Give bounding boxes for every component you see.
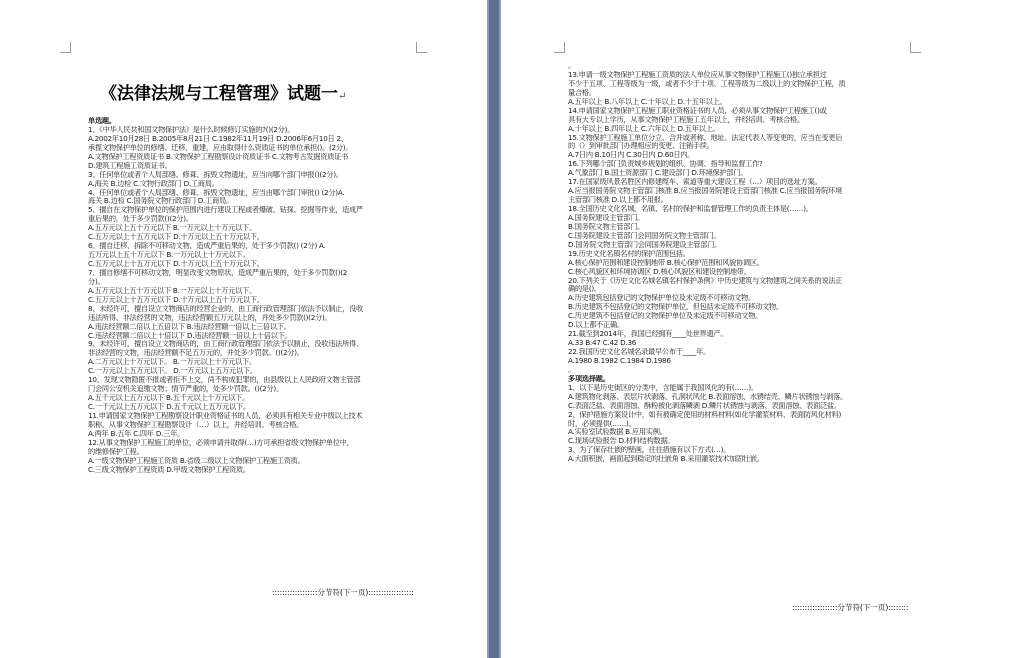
right-page-text-body[interactable]: [568, 62, 888, 464]
text-line: 。: [568, 62, 575, 70]
text-line: 20.下列关于《历史文化名城名镇名村保护条例》中历史建筑与文物建筑之间关系的说法正: [568, 276, 843, 285]
text-line: 非法经营的文物，违法经营额不足五万元的，并处多少罚款。()(2分)。: [88, 349, 304, 358]
margin-corner-top-left: [60, 42, 71, 53]
text-line: A.大面积嵌，画面起到稳定的壮嵌角 B.采用灌浆技术加固壮嵌。: [568, 455, 764, 464]
text-line: 5、擅自在文物保护单位的保护范围内进行建设工程或者爆破、钻探、挖掘等作业，造成严: [88, 206, 363, 215]
text-line: 9、未经许可，擅自设立文物商店的，由工商行政管理部门依法予以制止，没收违法所得、: [88, 340, 363, 349]
text-line: C.五万元以上十五万元以下 D.十万元以上五十万元以下。: [88, 295, 264, 304]
margin-corner-top-right: [910, 42, 921, 53]
text-line: 14.申请国家文物保护工程施工职业资格证书的人员，必须从事文物保护工程施工()或: [568, 106, 827, 115]
text-line: A.实验室试验数据 B.应用实例。: [568, 428, 667, 437]
text-line: 12.从事文物保护工程施工的单位，必须申请并取得(…)方可承担省级文物保护单位中，: [88, 438, 354, 447]
text-line: 单选题。: [88, 117, 116, 125]
text-line: D.以上都不正确。: [568, 321, 624, 330]
text-line: 3、任何单位或者个人局部缮、修葺、拆毁文物遗址，应当向哪个部门申报()(2分)。: [88, 170, 343, 179]
section-break-marker-left: [272, 587, 414, 598]
text-line: B.历史建筑不包括登记的文物保护单位，但包括未定级不可移动文物。: [568, 303, 783, 312]
text-line: 2、保护措施方案设计中，如有被确定使用的材料材料(如化学灌浆材料、表面防风化材料): [568, 410, 842, 419]
text-line: C.一千元以上五万元以下 D.五千元以上五万元以下。: [88, 403, 250, 411]
text-line: 海关 B.边检 C.国务院文物行政部门 D.工商局。: [88, 197, 233, 206]
document-title-text: 《法律法规与工程管理》试题一: [100, 84, 338, 104]
text-line: C.现场试验报告 D.材料结构数据。: [568, 437, 675, 446]
text-line: A.核心保护范围和建设控制地带 B.核心保护范围和风貌协调区。: [568, 258, 764, 267]
text-line: A.建筑物化剥落、表层片状剥落、孔洞状风化 B.表面溶蚀、水锈结壳、鳞片状锈蚀与剥落。: [568, 392, 847, 401]
text-line: A.五万元以上五十万元以下 B.一万元以上十万元以下。: [88, 224, 256, 233]
section-break-dots: ::::::::::::::::::: [792, 603, 838, 612]
text-line: C.一万元以上五万元以下。 D.一万元以上五万元以下。: [88, 367, 257, 376]
text-line: A.气象部门 B.国土资源部门 C.建设部门 D.环境保护部门。: [568, 169, 748, 178]
text-line: A.五年以上 B.八年以上 C.十年以上 D.十五年以上。: [568, 97, 727, 106]
text-line: 主管部门核准 D.以上都不用报。: [568, 196, 668, 205]
text-line: A.五万元以上五十万元以下 B.一万元以上十万元以下。: [88, 286, 256, 295]
text-line: 22.我国历史文化名城名录最早公布于____年。: [568, 348, 710, 356]
text-line: C.三级文物保护工程资质 D.甲级文物保护工程资质。: [88, 465, 250, 474]
paragraph-mark-icon: ↵: [338, 91, 347, 102]
text-line: 1、《中华人民共和国文物保护法》是什么时候修订实施的?()(2分)。: [88, 125, 295, 134]
text-line: C.核心风貌区和环境协调区 D.核心风貌区和建设控制地带。: [568, 267, 751, 276]
text-line: C.表面泛盐、表面溶蚀、酥粉被化剥落鳞剥 D.鳞片状锈蚀与剥落、表面溶蚀、表面泛盐。: [568, 401, 841, 410]
text-line: 的（）到审批部门办理相应的变更、注销手续。: [568, 142, 714, 151]
text-line: 17.在国家级风景名胜区内修建缆车、索道等重大建设工程（…）项目的选址方案。: [568, 178, 822, 187]
text-line: A.二万元以上十万元以下。 B.一万元以上十万元以下。: [88, 358, 256, 367]
text-line: A.国务院建设主管部门。: [568, 213, 644, 222]
text-line: 19.历史文化名镇名村的保护范围包括。: [568, 249, 690, 258]
text-line: A.十年以上 B.四年以上 C.六年以上 D.五年以上。: [568, 124, 720, 133]
section-break-dots: ::::::::::::::::::: [368, 588, 414, 597]
text-line: 15.文物保护工程施工单位分立、合并或者称、地址、法定代表人等变更的，应当在变更后: [568, 133, 843, 142]
section-break-dots: ::::::::::::::::::: [272, 588, 318, 597]
text-line: 承揽文物保护单位的修缮、迁移、重建，应由取得什么资质证书的单位承担()。(2分)。: [88, 143, 353, 152]
text-line: C.国务院建设主管部门会同国务院文物主管部门。: [568, 231, 721, 240]
section-break-dots: ::::::::: [888, 603, 909, 612]
text-line: 多项选择题。: [568, 374, 610, 383]
text-line: 7、擅自修缮不可移动文物，明显改变文物原状，造成严重后果的，处于多少罚款()(2: [88, 268, 348, 277]
text-line: 违法所得、非法经营的文物，违法经营额五万元以上的，并处多少罚款()(2分)。: [88, 313, 332, 322]
text-line: 4、任何单位或者个人局部缮、修葺、拆毁文物遗址，应当由哪个部门审批() (2分)A.: [88, 188, 345, 197]
text-line: 11.申请国家文物保护工程勘察设计职业资格证书的人员，必须具有相关专业中级以上技术: [88, 411, 363, 420]
text-line: 门会同公安机关追缴文物；情节严重的，处多少罚款。()(2分)。: [88, 385, 283, 394]
text-line: 重后果的，处于多少罚款()(2分)。: [88, 215, 193, 224]
text-line: 21.截至到2014年，我国已经拥有____处世界遗产。: [568, 330, 728, 339]
text-line: 的维修保护工程。: [88, 447, 144, 456]
text-line: 分)。: [88, 277, 105, 286]
margin-corner-top-right: [416, 42, 427, 53]
section-break-marker-right: [792, 602, 909, 613]
text-line: 具有大专以上学历，从事文物保护工程施工五年以上，并经培训、考核合格。: [568, 115, 804, 124]
text-line: A.文物保护工程资质证书 B.文物保护工程勘察设计资质证书 C.文物考古发掘资质证书: [88, 152, 349, 161]
document-title[interactable]: [100, 79, 346, 104]
text-line: 五万元以上五十万元以下 B.一万元以上十万元以下。: [88, 251, 250, 260]
text-line: 量合格。: [568, 88, 596, 97]
section-break-label: 分节符(下一页): [837, 603, 889, 612]
text-line: A.违法经营额二倍以上五倍以下 B.违法经营额一倍以上三倍以下。: [88, 322, 291, 331]
text-line: A.2002年10月28日 B.2005年8月21日 C.1982年11月19日 D.2006年6月10日 2、: [88, 134, 348, 143]
text-line: A.7日内 B.10日内 C.30日内 D.60日内。: [568, 151, 695, 160]
text-line: 不少于五项、工程等级为一级，或者不少于十项、工程等级为二级以上的文物保护工程，质: [568, 79, 846, 88]
margin-corner-top-left: [554, 42, 565, 53]
text-line: A.历史建筑包括登记的文物保护单位及未定级不可移动文物。: [568, 294, 755, 303]
text-line: A.海关 B.边检 C.文物行政部门 D.工商局。: [88, 179, 219, 188]
text-line: 3、为了保存壮嵌的壁画，往往措施有以下方式(…)。: [568, 446, 731, 455]
page-gap-divider: [487, 0, 501, 658]
text-line: 职称，从事文物保护工程勘察设计（…）以上，并经培训、考核合格。: [88, 420, 304, 429]
text-line: 确的是()。: [568, 285, 601, 294]
text-line: 8、未经许可，擅自设立文物商店的经营企业的，由工商行政管理部门依法予以制止，没收: [88, 304, 363, 313]
text-line: A.33 B.47 C.42 D.36: [568, 339, 637, 348]
text-line: A.五千元以上五万元以下 B.五千元以上十万元以下。: [88, 394, 250, 403]
text-line: B.国务院文物主管部门。: [568, 222, 645, 231]
text-line: 13.申请一级文物保护工程施工资质的法人单位应从事文物保护工程施工()独立承担过: [568, 70, 827, 79]
text-line: A.两年 B.五年 C.四年 D.三年。: [88, 429, 184, 438]
text-line: A.应当报国务院文物主管部门核准 B.应当报国务院建设主管部门核准 C.应当报国务院环境: [568, 187, 842, 196]
text-line: 1、以下是历史街区的分类中，含能属于我国风化的有(……)。: [568, 383, 758, 392]
text-line: A.1980 B.1982 C.1984 D.1986: [568, 356, 671, 365]
text-line: C.违法经营额二倍以上十倍以下 D.违法经营额一倍以上十倍以下。: [88, 331, 292, 340]
text-line: 时，必须提供(……)。: [568, 419, 636, 428]
section-break-label: 分节符(下一页): [317, 588, 369, 597]
text-line: 。: [568, 365, 575, 374]
text-line: C.五万元以上十五万元以下 D.十万元以上五十万元以下。: [88, 233, 264, 242]
text-line: D.国务院文物主管部门会同国务院建设主管部门。: [568, 240, 722, 249]
text-line: C.五万元以上十五万元以下 D.十万元以上五十万元以下。: [88, 260, 264, 268]
text-line: 18.全国历史文化名城、名镇、名村的保护和监督管理工作的负责主体是(……)。: [568, 205, 813, 213]
text-line: C.历史建筑不包括登记的文物保护单位及未定级不可移动文物。: [568, 312, 763, 321]
text-line: A.一级文物保护工程施工资质 B.省级二级以上文物保护工程施工资质。: [88, 456, 305, 465]
left-page-text-body[interactable]: [88, 117, 406, 475]
text-line: 16.下列哪个部门负责城乡规划的组织、协调、指导和监督工作?: [568, 160, 763, 169]
document-page-right: [501, 0, 1028, 658]
text-line: D.建筑工程施工资质证书。: [88, 161, 172, 170]
text-line: 10、发现文物隐匿不报或者拒不上交，尚不构成犯罪的，由县级以上人民政府文物主管部: [88, 376, 361, 385]
document-page-left: [0, 0, 487, 658]
text-line: 6、擅自迁移、拆除不可移动文物，造成严重后果的，处于多少罚款() (2分) A.: [88, 242, 326, 251]
